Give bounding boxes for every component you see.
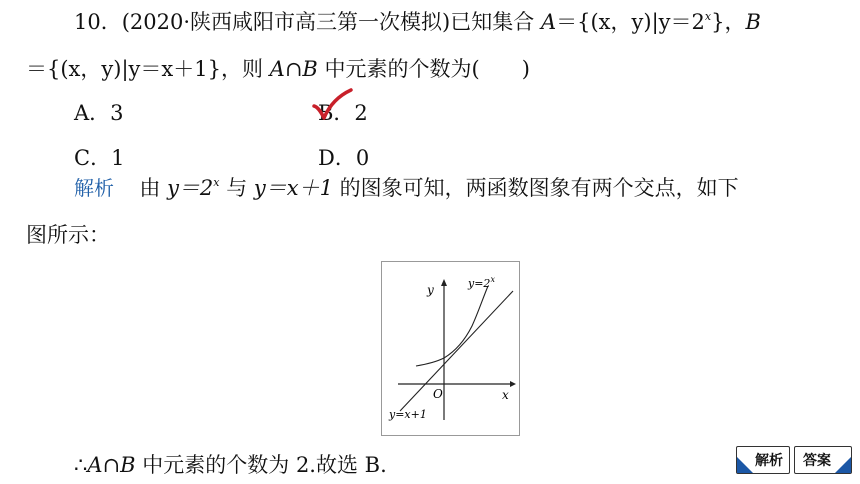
function-graph-figure [381, 261, 520, 436]
conclusion-sets: A∩B [87, 453, 136, 477]
analysis-text-4: 图所示： [26, 223, 110, 247]
answer-button-label: 答案 [803, 453, 831, 469]
set-a-exponent: x [704, 10, 712, 23]
question-line-2 [26, 56, 530, 82]
therefore-symbol: ∴ [74, 453, 88, 477]
analysis-button-label: 解析 [755, 453, 783, 469]
intersection-expr: A∩B [269, 57, 318, 81]
x-axis-arrow-icon [510, 381, 516, 387]
x-axis-label: x [502, 388, 509, 402]
set-b-definition: ＝{(x，y)|y＝x＋1}，则 [26, 57, 263, 81]
y-axis-label: y [427, 283, 434, 297]
y-axis-arrow-icon [441, 279, 447, 286]
triangle-icon [737, 457, 753, 473]
option-b[interactable]: B．2 [318, 101, 368, 125]
set-a-definition-end: }， [711, 10, 746, 34]
line-label: y=x+1 [389, 408, 427, 421]
nav-buttons [736, 446, 852, 474]
question-ask: 中元素的个数为( ) [324, 57, 530, 81]
curve-label: $y=2^x$ [468, 275, 495, 290]
exponential-curve [416, 286, 488, 366]
question-stem: 已知集合 [450, 10, 535, 34]
question-line-1 [74, 9, 761, 35]
option-d[interactable]: D．0 [318, 146, 370, 170]
analysis-text-1: 由 [139, 176, 161, 200]
conclusion-line [74, 452, 387, 478]
question-number: 10． [74, 10, 122, 34]
linear-function-line [400, 291, 513, 411]
set-a-name: A [540, 10, 557, 34]
analysis-button[interactable] [736, 446, 790, 474]
function-graph [382, 262, 521, 437]
option-a[interactable]: A．3 [74, 101, 124, 125]
set-a-definition: ＝{(x，y)|y＝2 [556, 10, 705, 34]
question-source: (2020·陕西咸阳市高三第一次模拟) [121, 10, 451, 34]
function-exponential-exp: x [213, 176, 220, 189]
origin-label: O [433, 387, 443, 401]
conclusion-text: 中元素的个数为 2.故选 B. [142, 453, 387, 477]
check-mark-icon [311, 88, 353, 122]
option-c[interactable]: C．1 [74, 146, 125, 170]
triangle-icon [835, 457, 851, 473]
set-b-name: B [745, 10, 761, 34]
analysis-text-3: 的图象可知，两函数图象有两个交点，如下 [339, 176, 739, 200]
analysis-line-2 [26, 222, 110, 248]
analysis-line-1 [74, 175, 739, 201]
analysis-text-2: 与 [226, 176, 248, 200]
analysis-label: 解析 [74, 176, 114, 200]
function-linear: y＝x＋1 [253, 176, 333, 200]
function-exponential: y＝2 [167, 176, 214, 200]
answer-button[interactable] [794, 446, 852, 474]
